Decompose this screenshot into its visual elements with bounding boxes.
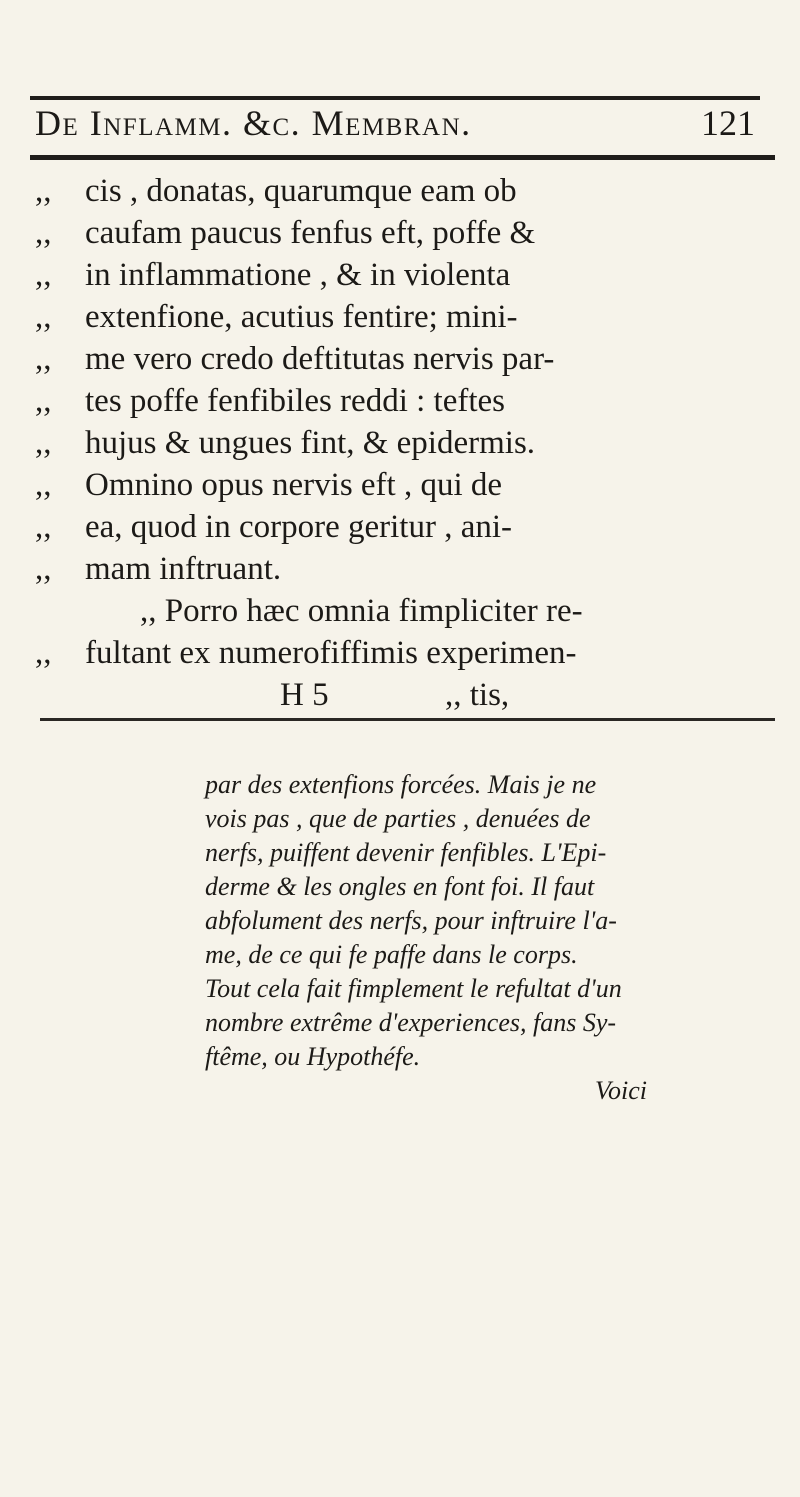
quote-mark: ,, <box>35 173 52 209</box>
french-line: abfolument des nerfs, pour inftruire l'a- <box>205 906 617 935</box>
running-title: De Inflamm. &c. Membran. <box>35 103 472 143</box>
latin-line <box>35 632 765 674</box>
french-line: nerfs, puiffent devenir fenfibles. L'Epi- <box>205 838 607 867</box>
latin-line-text: me vero credo deftitutas nervis par- <box>85 341 555 377</box>
latin-line-text: fultant ex numerofiffimis experimen- <box>85 635 577 671</box>
latin-line <box>35 296 765 338</box>
french-line: me, de ce qui fe paffe dans le corps. <box>205 940 578 969</box>
signature-mark: H 5 <box>280 677 329 713</box>
french-line: ftême, ou Hypothéfe. <box>205 1042 421 1071</box>
quote-mark: ,, <box>35 551 52 587</box>
latin-line-text: caufam paucus fenfus eft, poffe & <box>85 215 536 251</box>
latin-line-text: mam inftruant. <box>85 551 282 587</box>
latin-line <box>35 422 765 464</box>
latin-line <box>35 212 765 254</box>
quote-mark: ,, <box>35 383 52 419</box>
french-line: par des extenfions forcées. Mais je ne <box>205 770 597 799</box>
latin-line <box>35 380 765 422</box>
latin-line <box>35 590 765 632</box>
french-line: vois pas , que de parties , denuées de <box>205 804 591 833</box>
quote-mark: ,, <box>35 635 52 671</box>
header-rule <box>30 155 775 160</box>
latin-line <box>35 254 765 296</box>
latin-line-text: extenfione, acutius fentire; mini- <box>85 299 518 335</box>
latin-line-text: tes poffe fenfibiles reddi : teftes <box>85 383 505 419</box>
quote-mark: ,, <box>35 341 52 377</box>
latin-line-text: ea, quod in corpore geritur , ani- <box>85 509 513 545</box>
latin-line <box>35 170 765 212</box>
quote-mark: ,, <box>35 425 52 461</box>
latin-line <box>35 506 765 548</box>
signature-line <box>35 674 765 716</box>
latin-catchword: ,, tis, <box>445 677 510 713</box>
latin-text-block <box>35 170 765 716</box>
quote-mark: ,, <box>35 299 52 335</box>
quote-mark: ,, <box>35 467 52 503</box>
french-line: derme & les ongles en font foi. Il faut <box>205 872 595 901</box>
french-translation-block <box>205 768 745 1108</box>
quote-mark: ,, <box>35 257 52 293</box>
latin-line <box>35 548 765 590</box>
quote-mark: ,, <box>35 509 52 545</box>
french-line: Tout cela fait fimplement le refultat d'un <box>205 974 622 1003</box>
latin-line <box>35 338 765 380</box>
page-number: 121 <box>701 103 755 143</box>
latin-line <box>35 464 765 506</box>
french-line: nombre extrême d'experiences, fans Sy- <box>205 1008 617 1037</box>
latin-line-text: in inflammatione , & in violenta <box>85 257 511 293</box>
french-catchword: Voici <box>595 1076 647 1105</box>
latin-line-text: hujus & ungues fint, & epidermis. <box>85 425 536 461</box>
running-header <box>35 100 755 148</box>
latin-line-text: Omnino opus nervis eft , qui de <box>85 467 503 503</box>
quote-mark: ,, <box>35 215 52 251</box>
section-rule <box>40 718 775 721</box>
latin-line-text: cis , donatas, quarumque eam ob <box>85 173 517 209</box>
latin-line-text: ,, Porro hæc omnia fimpliciter re- <box>140 593 583 629</box>
